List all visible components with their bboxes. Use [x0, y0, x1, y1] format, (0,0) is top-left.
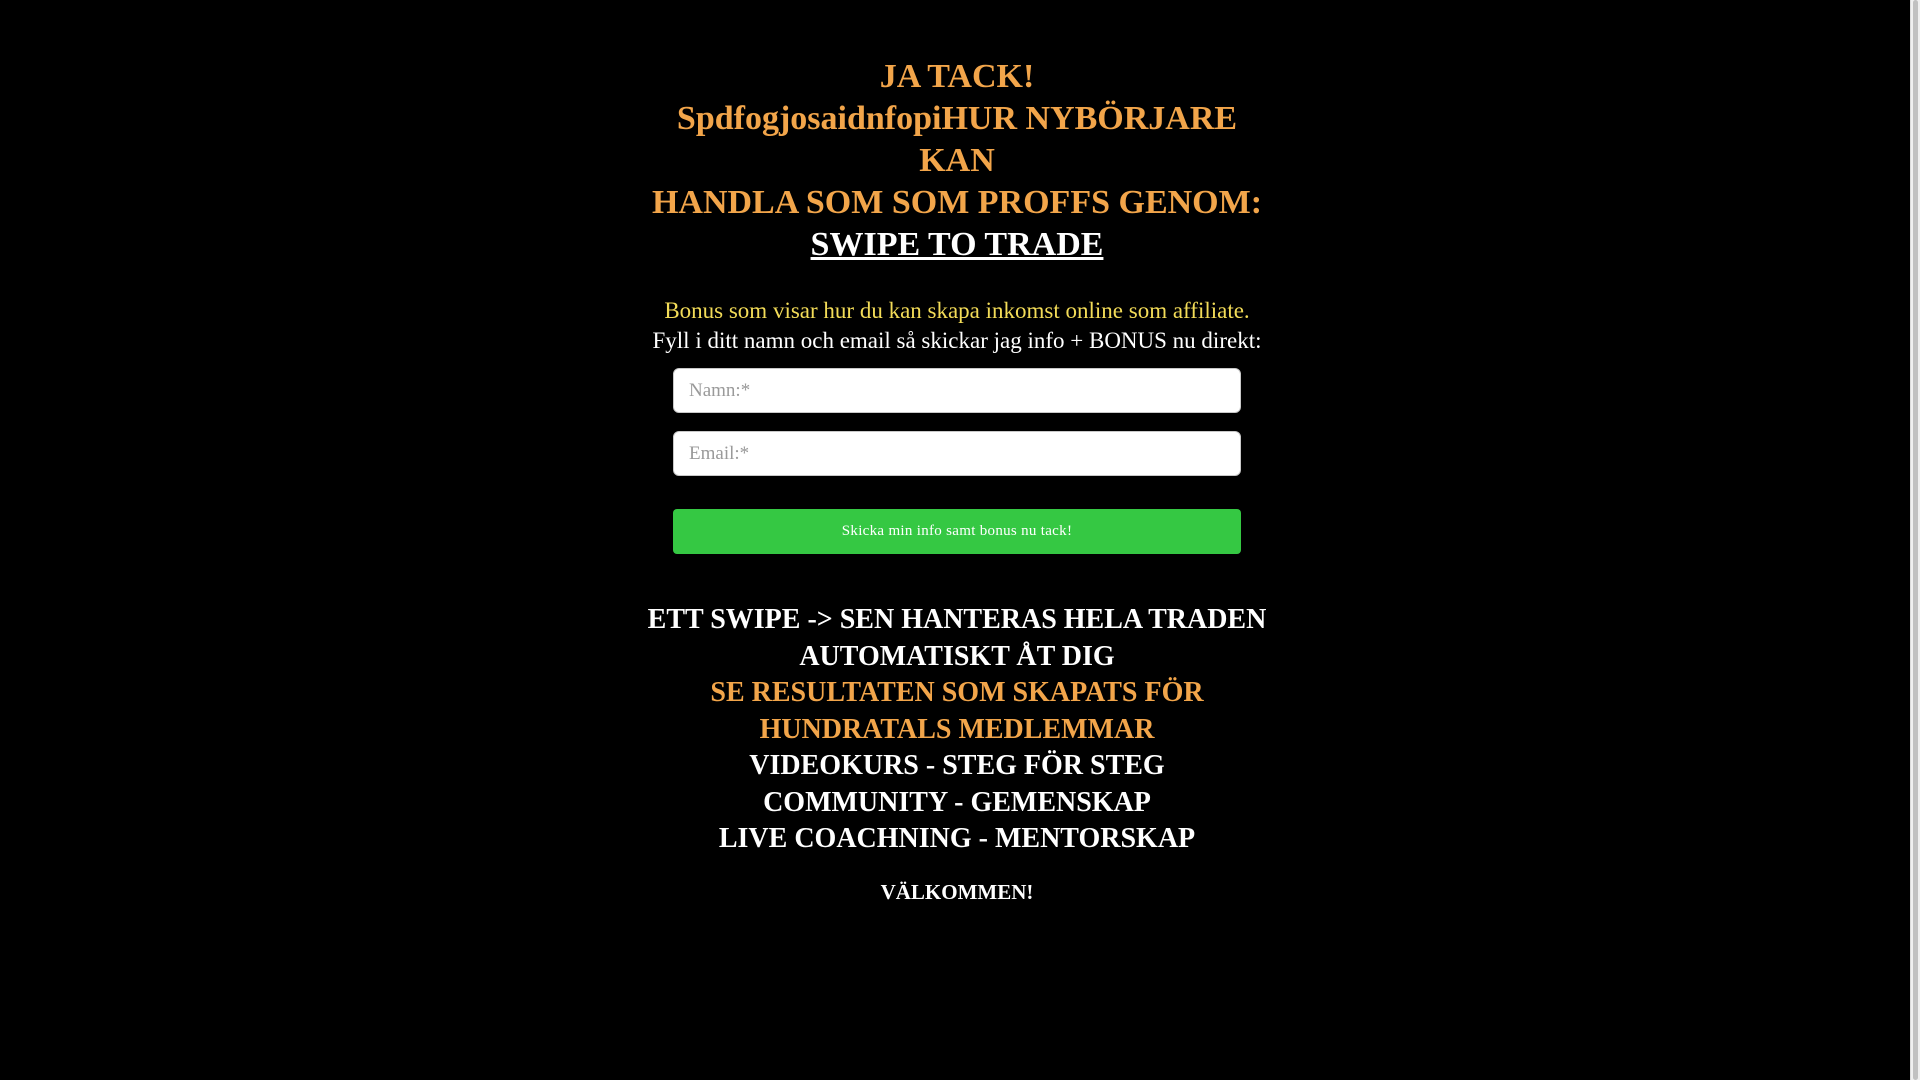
signup-form [673, 368, 1241, 554]
bonus-text: Bonus som visar hur du kan skapa inkomst online som affiliate. [664, 298, 1250, 323]
feature-line-1: ETT SWIPE -> SEN HANTERAS HELA TRADEN [647, 604, 1267, 635]
feature-line-2: AUTOMATISKT ÅT DIG [799, 640, 1115, 672]
headline-line-3: HANDLA SOM SOM PROFFS GENOM: [651, 184, 1263, 221]
vertical-scrollbar[interactable] [1910, 0, 1920, 1080]
name-field[interactable] [673, 368, 1241, 413]
scrollbar-thumb[interactable] [1913, 0, 1918, 1080]
headline [637, 56, 1277, 266]
welcome-text: VÄLKOMMEN! [880, 879, 1034, 904]
feature-line-5: VIDEOKURS - STEG FÖR STEG [749, 750, 1165, 781]
email-field[interactable] [673, 431, 1241, 476]
swipe-to-trade-link[interactable]: SWIPE TO TRADE [810, 226, 1104, 263]
feature-line-6: COMMUNITY - GEMENSKAP [763, 786, 1151, 818]
feature-line-7: LIVE COACHNING - MENTORSKAP [718, 823, 1196, 854]
headline-line-1: JA TACK! [879, 58, 1035, 95]
instruction-text: Fyll i ditt namn och email så skickar jag info + BONUS nu direkt: [652, 328, 1262, 353]
headline-line-2: SpdfogjosaidnfopiHUR NYBÖRJARE KAN [676, 100, 1238, 179]
submit-button[interactable]: Skicka min info samt bonus nu tack! [673, 509, 1241, 554]
feature-line-3: SE RESULTATEN SOM SKAPATS FÖR [710, 677, 1204, 708]
signup-section [637, 56, 1277, 906]
feature-line-4: HUNDRATALS MEDLEMMAR [759, 713, 1155, 745]
feature-list [637, 602, 1277, 858]
